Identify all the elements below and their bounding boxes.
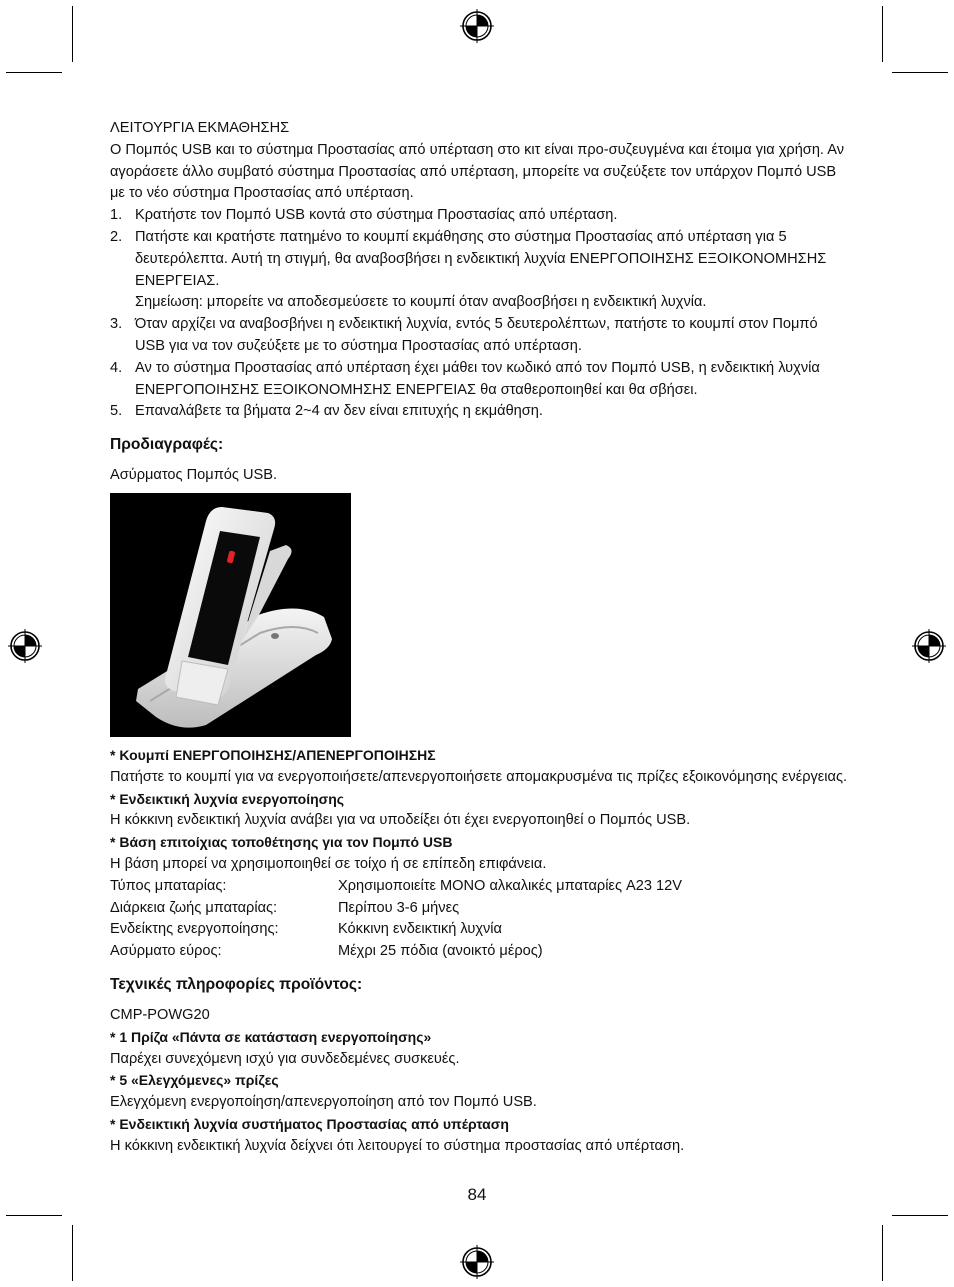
feature-text: Πατήστε το κουμπί για να ενεργοποιήσετε/απενεργοποιήσετε απομακρυσμένα τις πρίζες εξοικονόμησης ενέργειας. xyxy=(110,768,848,785)
registration-mark-icon xyxy=(460,1245,494,1279)
step-text: Επαναλάβετε τα βήματα 2~4 αν δεν είναι επιτυχής η εκμάθηση. xyxy=(135,403,543,420)
spec-value: Κόκκινη ενδεικτική λυχνία xyxy=(338,921,502,938)
feature-text: Η βάση μπορεί να χρησιμοποιηθεί σε τοίχο ή σε επίπεδη επιφάνεια. xyxy=(110,855,547,872)
specs-heading: Προδιαγραφές: xyxy=(110,436,224,454)
step-number: 3. xyxy=(110,316,123,333)
feature-label: * Βάση επιτοίχιας τοποθέτησης για τον Πομπό USB xyxy=(110,834,453,851)
crop-mark xyxy=(892,72,948,73)
feature-label: * Ενδεικτική λυχνία συστήματος Προστασίας από υπέρταση xyxy=(110,1115,509,1132)
table-row xyxy=(110,941,850,963)
specs-table xyxy=(110,876,850,963)
crop-mark xyxy=(6,72,62,73)
table-row xyxy=(110,898,850,920)
feature-label: * Κουμπί ΕΝΕΡΓΟΠΟΙΗΣΗΣ/ΑΠΕΝΕΡΓΟΠΟΙΗΣΗΣ xyxy=(110,746,436,763)
crop-mark xyxy=(882,6,883,62)
step-number: 5. xyxy=(110,403,123,420)
model-number: CMP-POWG20 xyxy=(110,1006,210,1023)
step-text: Πατήστε και κρατήστε πατημένο το κουμπί εκμάθησης στο σύστημα Προστασίας από υπέρταση για 5 δευτερόλεπτα. Αυτή τη στιγμή, θα αναβοσβήσει η ενδεικτική λυχνία ΕΝΕΡΓΟΠΟΙΗΣΗΣ ΕΞΟΙΚΟΝΟΜΗΣΗΣ ΕΝΕΡΓΕΙΑΣ. xyxy=(135,228,827,289)
spec-value: Μέχρι 25 πόδια (ανοικτό μέρος) xyxy=(338,943,543,960)
feature-text: Η κόκκινη ενδεικτική λυχνία δείχνει ότι λειτουργεί το σύστημα προστασίας από υπέρταση. xyxy=(110,1137,685,1154)
crop-mark xyxy=(882,1225,883,1281)
registration-mark-icon xyxy=(912,629,946,663)
step-text: Όταν αρχίζει να αναβοσβήνει η ενδεικτική λυχνία, εντός 5 δευτερολέπτων, πατήστε το κουμπί στον Πομπό USB για να τον συζεύξετε με το σύστημα Προστασίας από υπέρταση. xyxy=(135,316,818,354)
crop-mark xyxy=(72,1225,73,1281)
spec-label: Ασύρματο εύρος: xyxy=(110,943,222,960)
feature-text: Ελεγχόμενη ενεργοποίηση/απενεργοποίηση από τον Πομπό USB. xyxy=(110,1094,537,1111)
crop-mark xyxy=(892,1215,948,1216)
step-number: 1. xyxy=(110,207,123,224)
list-item xyxy=(110,227,850,314)
document-body xyxy=(110,118,850,1158)
crop-mark xyxy=(72,6,73,62)
spec-label: Διάρκεια ζωής μπαταρίας: xyxy=(110,899,278,916)
step-number: 4. xyxy=(110,359,123,376)
spec-value: Περίπου 3-6 μήνες xyxy=(338,899,460,916)
usb-transmitter-photo xyxy=(110,493,351,737)
intro-paragraph: Ο Πομπός USB και το σύστημα Προστασίας από υπέρταση στο κιτ είναι προ-συζευγμένα και έτοιμα για χρήση. Αν αγοράσετε άλλο συμβατό σύστημα Προστασίας από υπέρταση, μπορείτε να συζεύξετε τον υπάρχον Πομπό USB με το νέο σύστημα Προστασίας από υπέρταση. xyxy=(110,141,845,202)
list-item xyxy=(110,401,850,423)
crop-mark xyxy=(6,1215,62,1216)
steps-list xyxy=(110,205,850,423)
feature-label: * Ενδεικτική λυχνία ενεργοποίησης xyxy=(110,790,345,807)
list-item xyxy=(110,358,850,402)
feature-label: * 5 «Ελεγχόμενες» πρίζες xyxy=(110,1072,279,1089)
feature-text: Η κόκκινη ενδεικτική λυχνία ανάβει για να υποδείξει ότι έχει ενεργοποιηθεί ο Πομπός USB. xyxy=(110,812,691,829)
tech-info-heading: Τεχνικές πληροφορίες προϊόντος: xyxy=(110,975,363,993)
section-title: ΛΕΙΤΟΥΡΓΙΑ ΕΚΜΑΘΗΣΗΣ xyxy=(110,120,290,136)
spec-value: Χρησιμοποιείτε ΜΟΝΟ αλκαλικές μπαταρίες A23 12V xyxy=(338,877,683,894)
feature-label: * 1 Πρίζα «Πάντα σε κατάσταση ενεργοποίησης» xyxy=(110,1028,432,1045)
registration-mark-icon xyxy=(460,9,494,43)
specs-subtitle: Ασύρματος Πομπός USB. xyxy=(110,467,278,484)
spec-label: Ενδείκτης ενεργοποίησης: xyxy=(110,921,279,938)
table-row xyxy=(110,876,850,898)
step-text: Κρατήστε τον Πομπό USB κοντά στο σύστημα Προστασίας από υπέρταση. xyxy=(135,207,618,224)
page-number: 84 xyxy=(467,1185,487,1204)
step-note: Σημείωση: μπορείτε να αποδεσμεύσετε το κουμπί όταν αναβοσβήσει η ενδεικτική λυχνία. xyxy=(135,294,707,311)
table-row xyxy=(110,919,850,941)
feature-text: Παρέχει συνεχόμενη ισχύ για συνδεδεμένες συσκευές. xyxy=(110,1050,460,1067)
step-number: 2. xyxy=(110,228,123,245)
registration-mark-icon xyxy=(8,629,42,663)
spec-label: Τύπος μπαταρίας: xyxy=(110,877,227,894)
list-item xyxy=(110,205,850,227)
list-item xyxy=(110,314,850,358)
step-text: Αν το σύστημα Προστασίας από υπέρταση έχει μάθει τον κωδικό από τον Πομπό USB, η ενδεικτική λυχνία ΕΝΕΡΓΟΠΟΙΗΣΗΣ ΕΞΟΙΚΟΝΟΜΗΣΗΣ ΕΝΕΡΓΕΙΑΣ θα σταθεροποιηθεί και θα σβήσει. xyxy=(135,359,820,398)
